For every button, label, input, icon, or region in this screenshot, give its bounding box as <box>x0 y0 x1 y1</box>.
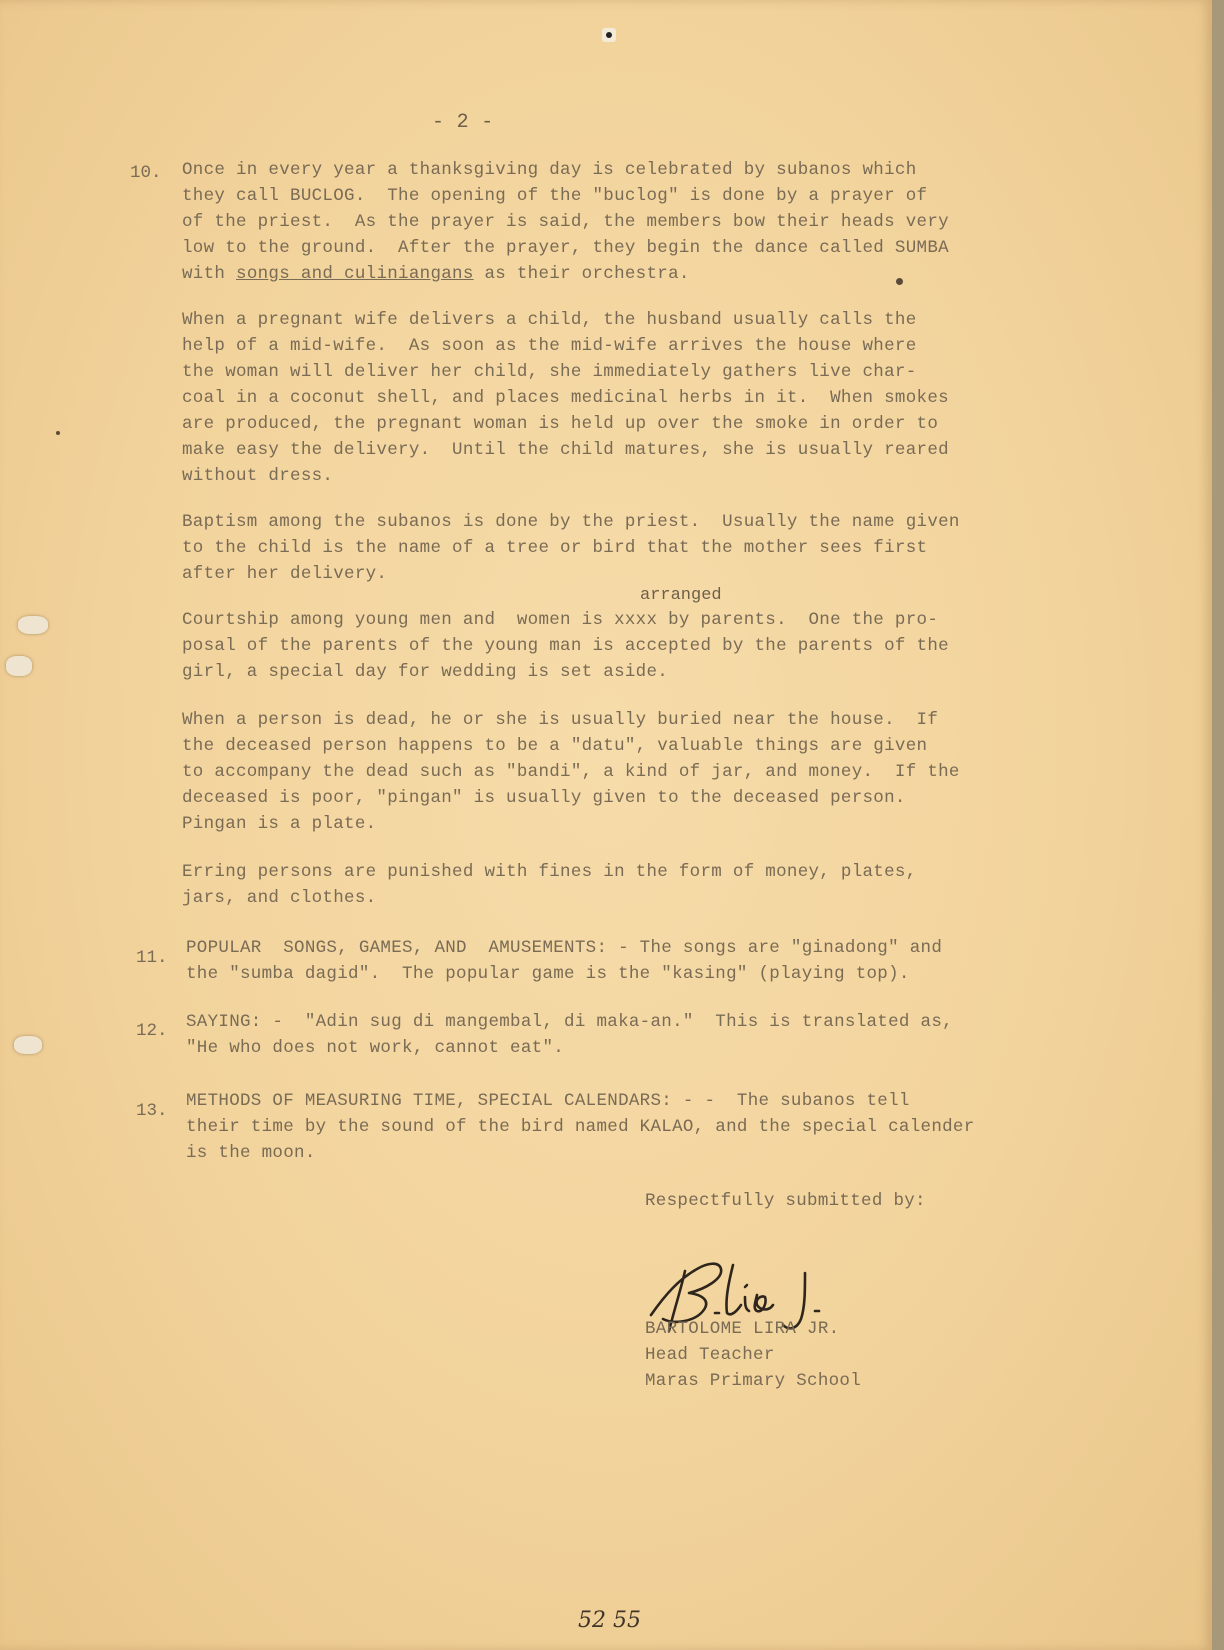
paragraph-line: to accompany the dead such as "bandi", a kind of jar, and money. If the <box>182 762 960 782</box>
line-prefix: with <box>182 264 237 284</box>
paragraph-line: When a pregnant wife delivers a child, the husband usually calls the <box>182 310 917 330</box>
ink-spot <box>896 278 903 285</box>
item-line: Once in every year a thanksgiving day is celebrated by subanos which <box>182 160 917 180</box>
item-number: 13. <box>136 1101 168 1121</box>
page-edge <box>1212 0 1224 1650</box>
item-number: 11. <box>136 948 168 968</box>
paper-tear <box>6 656 32 676</box>
item-line: low to the ground. After the prayer, they begin the dance called SUMBA <box>182 238 949 258</box>
paragraph-line: without dress. <box>182 466 334 486</box>
item-line: "He who does not work, cannot eat". <box>186 1038 565 1058</box>
item-line: of the priest. As the prayer is said, the members bow their heads very <box>182 212 949 232</box>
item-line: is the moon. <box>186 1143 316 1163</box>
paragraph-line: When a person is dead, he or she is usually buried near the house. If <box>182 710 939 730</box>
paragraph-line: Pingan is a plate. <box>182 814 377 834</box>
paragraph-line: the woman will deliver her child, she immediately gathers live char- <box>182 362 917 382</box>
paragraph-line: the deceased person happens to be a "datu", valuable things are given <box>182 736 928 756</box>
closing-text: Respectfully submitted by: <box>645 1191 926 1211</box>
ink-spot <box>56 431 60 435</box>
line-suffix: as their orchestra. <box>473 264 690 284</box>
punch-hole <box>602 28 616 42</box>
paragraph-line: coal in a coconut shell, and places medicinal herbs in it. When smokes <box>182 388 949 408</box>
item-line: they call BUCLOG. The opening of the "buclog" is done by a prayer of <box>182 186 928 206</box>
paper-tear <box>14 1036 42 1054</box>
paragraph-line: help of a mid-wife. As soon as the mid-wife arrives the house where <box>182 336 917 356</box>
paragraph-line: make easy the delivery. Until the child matures, she is usually reared <box>182 440 949 460</box>
signer-school: Maras Primary School <box>645 1371 862 1391</box>
paragraph-line: Erring persons are punished with fines in the form of money, plates, <box>182 862 917 882</box>
paragraph-line: jars, and clothes. <box>182 888 377 908</box>
handwritten-insertion: arranged <box>640 586 722 605</box>
item-line <box>182 261 690 287</box>
paragraph-line: Baptism among the subanos is done by the priest. Usually the name given <box>182 512 960 532</box>
paragraph-line: to the child is the name of a tree or bird that the mother sees first <box>182 538 928 558</box>
item-line: SAYING: - "Adin sug di mangembal, di maka-an." This is translated as, <box>186 1012 953 1032</box>
underlined-text: songs and culiniangans <box>236 264 474 284</box>
paper-tear <box>18 616 48 634</box>
paragraph-line: Courtship among young men and women is xxxx by parents. One the pro- <box>182 610 939 630</box>
item-number: 12. <box>136 1021 168 1041</box>
paragraph-line: are produced, the pregnant woman is held up over the smoke in order to <box>182 414 939 434</box>
signer-name: BARTOLOME LIRA JR. <box>645 1319 840 1339</box>
item-line: the "sumba dagid". The popular game is the "kasing" (playing top). <box>186 964 910 984</box>
folio-number: 52 55 <box>578 1608 641 1633</box>
paragraph-line: posal of the parents of the young man is accepted by the parents of the <box>182 636 949 656</box>
signer-title: Head Teacher <box>645 1345 775 1365</box>
item-line: METHODS OF MEASURING TIME, SPECIAL CALENDARS: - - The subanos tell <box>186 1091 910 1111</box>
page-number: - 2 - <box>432 111 494 134</box>
paragraph-line: after her delivery. <box>182 564 388 584</box>
item-line: POPULAR SONGS, GAMES, AND AMUSEMENTS: - The songs are "ginadong" and <box>186 938 943 958</box>
paragraph-line: deceased is poor, "pingan" is usually given to the deceased person. <box>182 788 906 808</box>
paragraph-line: girl, a special day for wedding is set aside. <box>182 662 669 682</box>
item-number: 10. <box>130 163 162 183</box>
item-line: their time by the sound of the bird named KALAO, and the special calender <box>186 1117 975 1137</box>
